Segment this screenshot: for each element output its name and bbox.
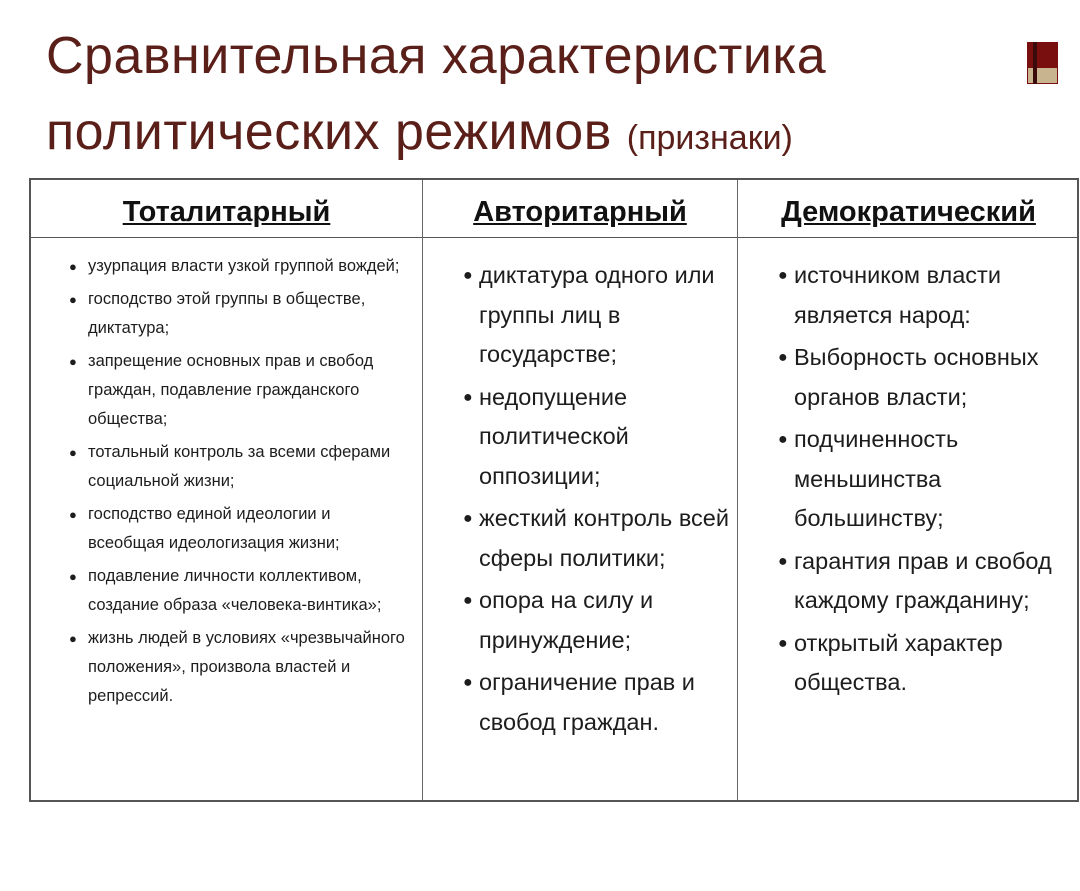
column-heading: Тоталитарный xyxy=(122,196,331,228)
list-item-text: господство единой идеологии и всеобщая идеологизация жизни; xyxy=(88,505,340,552)
bullet-dot-icon: ● xyxy=(69,354,77,369)
corner-mark-top xyxy=(1027,42,1058,67)
list-item xyxy=(69,347,409,434)
list-item-text: диктатура одного или группы лиц в государстве; xyxy=(479,262,715,367)
bullet-dot-icon: ● xyxy=(69,445,77,460)
feature-list xyxy=(778,256,1080,706)
column-authoritarian xyxy=(422,180,737,800)
list-item-text: Выборность основных органов власти; xyxy=(794,344,1039,410)
bullet-dot-icon: ● xyxy=(69,569,77,584)
bullet-dot-icon: ● xyxy=(69,507,77,522)
bullet-dot-icon: ● xyxy=(463,592,473,609)
bullet-dot-icon: ● xyxy=(463,388,473,406)
list-item-text: ограничение прав и свобод граждан. xyxy=(479,669,695,735)
list-item xyxy=(69,438,409,496)
list-item-text: запрещение основных прав и свобод граждан, подавление гражданского общества; xyxy=(88,352,374,428)
list-item-text: жизнь людей в условиях «чрезвычайного положения», произвола властей и репрессий. xyxy=(88,629,405,705)
list-item-text: господство этой группы в обществе, диктатура; xyxy=(88,290,366,337)
list-item-text: опора на силу и принуждение; xyxy=(479,587,654,653)
comparison-table xyxy=(29,178,1079,802)
corner-mark-stripe xyxy=(1033,42,1037,84)
bullet-dot-icon: ● xyxy=(69,631,77,646)
list-item xyxy=(69,252,409,281)
list-item xyxy=(778,624,1080,703)
bullet-dot-icon: ● xyxy=(463,510,473,527)
list-item xyxy=(69,500,409,558)
list-item xyxy=(69,285,409,343)
list-item-text: подавление личности коллективом, создание образа «человека-винтика»; xyxy=(88,567,382,614)
column-totalitarian xyxy=(31,180,422,800)
list-item xyxy=(778,542,1080,621)
list-item xyxy=(778,256,1080,335)
title-line-2 xyxy=(46,94,1006,176)
feature-list xyxy=(463,256,738,745)
list-item xyxy=(69,624,409,711)
list-item-text: источником власти является народ: xyxy=(794,262,1001,328)
slide-corner-mark-icon xyxy=(1027,42,1058,84)
column-democratic xyxy=(737,180,1079,800)
bullet-dot-icon: ● xyxy=(463,267,473,284)
list-item xyxy=(463,663,738,742)
bullet-dot-icon: ● xyxy=(778,431,788,448)
list-item-text: недопущение политической оппозиции; xyxy=(479,383,629,489)
list-item-text: гарантия прав и свобод каждому гражданину; xyxy=(794,547,1052,613)
list-item xyxy=(69,562,409,620)
list-item-text: жесткий контроль всей сферы политики; xyxy=(479,505,729,571)
list-item-text: подчиненность меньшинства большинству; xyxy=(794,426,959,531)
corner-mark-bottom xyxy=(1027,67,1058,84)
title-subtitle: (признаки) xyxy=(626,119,793,157)
bullet-dot-icon: ● xyxy=(778,267,788,284)
title-line-2-main: политических режимов xyxy=(46,103,612,161)
column-heading: Демократический xyxy=(781,196,1036,228)
list-item-text: открытый характер общества. xyxy=(794,629,1003,695)
bullet-dot-icon: ● xyxy=(69,292,77,307)
bullet-dot-icon: ● xyxy=(778,552,788,570)
bullet-dot-icon: ● xyxy=(69,259,77,274)
list-item-text: узурпация власти узкой группой вождей; xyxy=(88,257,400,275)
list-item-text: тотальный контроль за всеми сферами социальной жизни; xyxy=(88,443,391,490)
list-item xyxy=(778,420,1080,539)
list-item xyxy=(463,378,738,497)
title-line-1: Сравнительная характеристика xyxy=(46,27,827,85)
list-item xyxy=(463,499,738,578)
bullet-dot-icon: ● xyxy=(778,349,788,366)
slide-title xyxy=(46,18,1006,176)
column-heading: Авторитарный xyxy=(473,196,687,228)
list-item xyxy=(778,338,1080,417)
bullet-dot-icon: ● xyxy=(778,634,788,652)
list-item xyxy=(463,256,738,375)
feature-list xyxy=(69,252,409,715)
bullet-dot-icon: ● xyxy=(463,674,473,691)
list-item xyxy=(463,581,738,660)
